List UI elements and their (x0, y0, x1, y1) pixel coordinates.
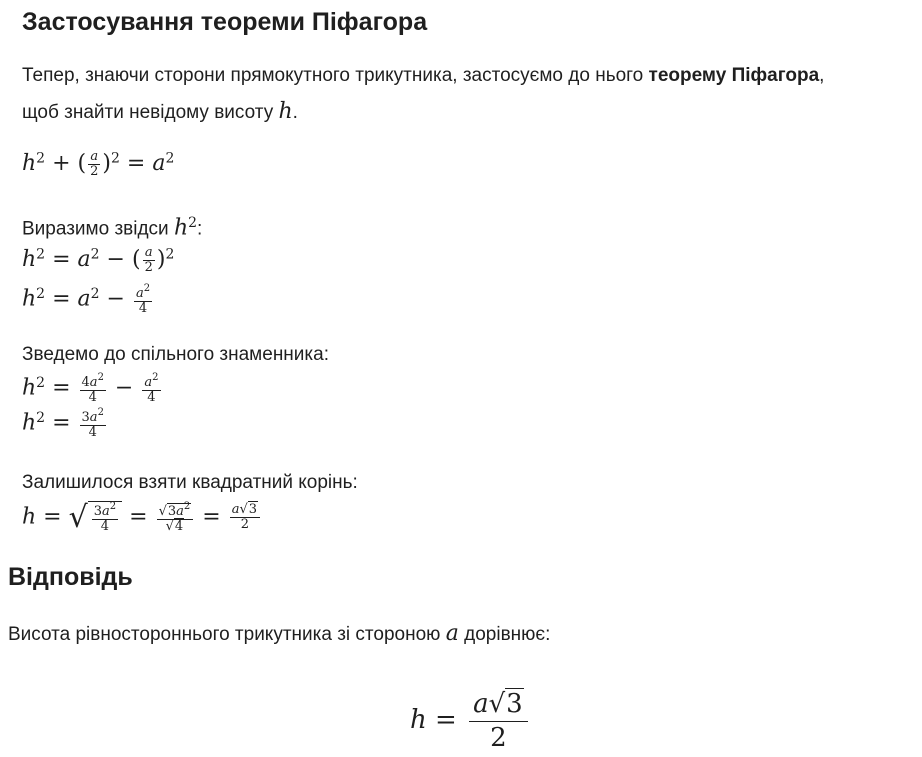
equation-h2-common: $h^2$ = $\frac{4a^2}{4}$ − $\frac{a^2}{4}$ (22, 372, 159, 405)
intro-variable-h: h (278, 99, 293, 124)
step-common-denominator: Зведемо до спільного знаменника: (22, 344, 329, 365)
answer-text-line (8, 623, 550, 645)
final-answer-formula: h = $\frac{a√3}{2}$ (410, 688, 532, 754)
answer-variable-a: a (445, 621, 459, 646)
answer-text: Висота рівностороннього трикутника зі стороною (8, 624, 441, 645)
equation-h2-result: $h^2$ = $\frac{3a^2}{4}$ (22, 407, 104, 440)
intro-comma: , (819, 65, 825, 86)
intro-text-line2: щоб знайти невідому висоту (22, 102, 274, 123)
intro-text: Тепер, знаючи сторони прямокутного трикутника, застосуємо до нього (22, 65, 649, 86)
intro-dot: . (292, 102, 298, 123)
equation-pythagoras: $h^2$ + ( $\frac{a}{2}$ )$^2 = a^2$ (22, 149, 175, 179)
answer-text-after: дорівнює: (464, 624, 551, 645)
equation-h2-diff: $h^2 = a^2$ − ( $\frac{a}{2}$ )$^2$ (22, 245, 175, 275)
intro-paragraph-line1 (22, 66, 824, 85)
answer-title: Відповідь (8, 563, 133, 591)
equation-h-root: h = √ $\frac{3a^2}{4}$ = $\frac{√3a^2}{√4}$ = $\frac{a√3}{2}$ (22, 500, 262, 535)
equation-h2-quarter: $h^2 = a^2$ − $\frac{a^2}{4}$ (22, 283, 151, 316)
intro-paragraph-line2 (22, 101, 298, 123)
step-express-text: Виразимо звідси (22, 218, 169, 240)
intro-bold-term: теорему Піфагора (648, 65, 820, 86)
step-square-root: Залишилося взяти квадратний корінь: (22, 472, 358, 493)
step-express-line: Виразимо звідси $h^2$: (22, 215, 203, 241)
section-title: Застосування теореми Піфагора (22, 8, 428, 36)
